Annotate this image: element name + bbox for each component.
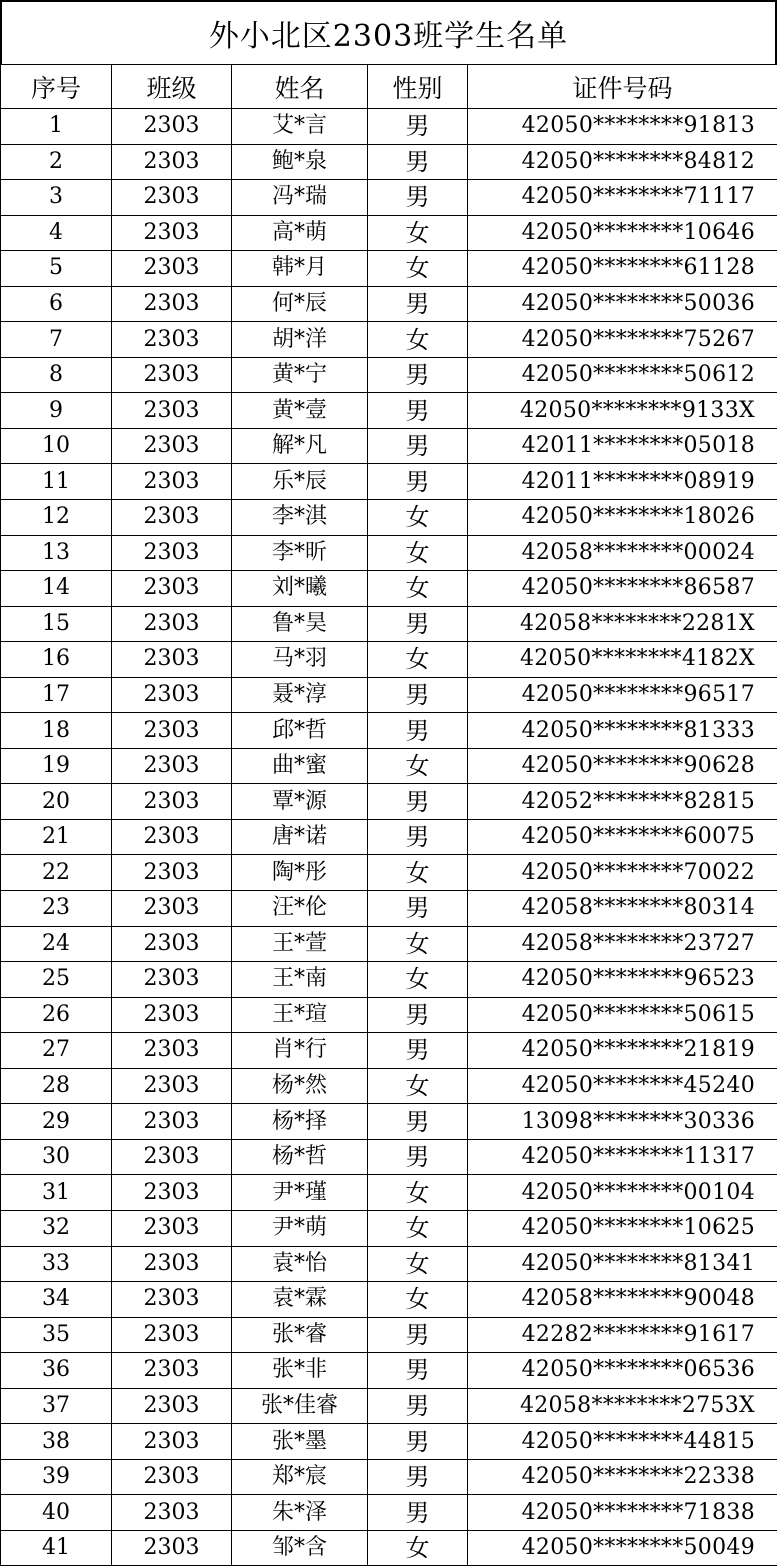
header-name: 姓名	[232, 65, 368, 109]
table-row	[1, 393, 777, 429]
table-row	[1, 642, 777, 678]
cell-gender: 男	[368, 109, 468, 145]
cell-index: 10	[1, 428, 112, 464]
cell-class: 2303	[112, 500, 232, 536]
cell-gender: 女	[368, 962, 468, 998]
cell-gender: 男	[368, 1424, 468, 1460]
cell-id-number: 42050********71117	[468, 180, 777, 216]
cell-name: 曲*蜜	[232, 748, 368, 784]
table-row	[1, 1424, 777, 1460]
cell-class: 2303	[112, 1104, 232, 1140]
cell-id-number: 42050********4182X	[468, 642, 777, 678]
table-row	[1, 1068, 777, 1104]
roster-body	[1, 109, 777, 1566]
table-row	[1, 1495, 777, 1531]
cell-index: 17	[1, 677, 112, 713]
table-row	[1, 1104, 777, 1140]
cell-name: 李*昕	[232, 535, 368, 571]
cell-id-number: 42050********45240	[468, 1068, 777, 1104]
cell-name: 王*萱	[232, 926, 368, 962]
cell-index: 31	[1, 1175, 112, 1211]
cell-index: 6	[1, 286, 112, 322]
cell-index: 40	[1, 1495, 112, 1531]
cell-class: 2303	[112, 1139, 232, 1175]
cell-index: 19	[1, 748, 112, 784]
cell-gender: 女	[368, 535, 468, 571]
cell-id-number: 42058********00024	[468, 535, 777, 571]
cell-id-number: 42052********82815	[468, 784, 777, 820]
cell-class: 2303	[112, 1424, 232, 1460]
cell-index: 25	[1, 962, 112, 998]
cell-class: 2303	[112, 1210, 232, 1246]
cell-id-number: 42050********86587	[468, 571, 777, 607]
table-row	[1, 322, 777, 358]
cell-name: 肖*行	[232, 1033, 368, 1069]
cell-class: 2303	[112, 286, 232, 322]
cell-name: 解*凡	[232, 428, 368, 464]
cell-index: 41	[1, 1530, 112, 1566]
cell-name: 王*南	[232, 962, 368, 998]
cell-class: 2303	[112, 428, 232, 464]
page-title: 外小北区2303班学生名单	[0, 0, 777, 64]
cell-gender: 女	[368, 1068, 468, 1104]
cell-class: 2303	[112, 997, 232, 1033]
cell-gender: 男	[368, 677, 468, 713]
cell-name: 冯*瑞	[232, 180, 368, 216]
cell-gender: 女	[368, 1282, 468, 1318]
cell-class: 2303	[112, 1246, 232, 1282]
cell-id-number: 42050********00104	[468, 1175, 777, 1211]
table-row	[1, 1530, 777, 1566]
cell-gender: 男	[368, 464, 468, 500]
cell-name: 邱*哲	[232, 713, 368, 749]
cell-index: 26	[1, 997, 112, 1033]
cell-gender: 男	[368, 1388, 468, 1424]
cell-class: 2303	[112, 677, 232, 713]
cell-gender: 男	[368, 784, 468, 820]
cell-class: 2303	[112, 1175, 232, 1211]
table-row	[1, 1282, 777, 1318]
cell-gender: 女	[368, 1246, 468, 1282]
cell-index: 16	[1, 642, 112, 678]
cell-gender: 女	[368, 500, 468, 536]
cell-class: 2303	[112, 144, 232, 180]
cell-name: 汪*伦	[232, 891, 368, 927]
cell-gender: 男	[368, 819, 468, 855]
table-row	[1, 748, 777, 784]
cell-gender: 女	[368, 642, 468, 678]
cell-gender: 男	[368, 997, 468, 1033]
cell-id-number: 42050********50049	[468, 1530, 777, 1566]
cell-index: 14	[1, 571, 112, 607]
cell-gender: 男	[368, 144, 468, 180]
cell-name: 何*辰	[232, 286, 368, 322]
cell-id-number: 42050********81333	[468, 713, 777, 749]
cell-class: 2303	[112, 1353, 232, 1389]
cell-class: 2303	[112, 748, 232, 784]
cell-id-number: 42050********71838	[468, 1495, 777, 1531]
cell-gender: 男	[368, 393, 468, 429]
cell-class: 2303	[112, 357, 232, 393]
cell-index: 36	[1, 1353, 112, 1389]
cell-id-number: 42011********05018	[468, 428, 777, 464]
cell-index: 38	[1, 1424, 112, 1460]
table-row	[1, 784, 777, 820]
cell-class: 2303	[112, 251, 232, 287]
cell-class: 2303	[112, 891, 232, 927]
cell-name: 鲁*昊	[232, 606, 368, 642]
cell-class: 2303	[112, 1530, 232, 1566]
table-row	[1, 251, 777, 287]
cell-id-number: 42050********75267	[468, 322, 777, 358]
cell-name: 李*淇	[232, 500, 368, 536]
cell-name: 艾*言	[232, 109, 368, 145]
cell-index: 39	[1, 1459, 112, 1495]
cell-class: 2303	[112, 926, 232, 962]
table-header-row	[1, 65, 777, 109]
cell-gender: 女	[368, 251, 468, 287]
table-row	[1, 144, 777, 180]
cell-index: 35	[1, 1317, 112, 1353]
header-id-number: 证件号码	[468, 65, 777, 109]
cell-gender: 男	[368, 891, 468, 927]
cell-gender: 男	[368, 713, 468, 749]
cell-id-number: 42050********91813	[468, 109, 777, 145]
table-row	[1, 535, 777, 571]
cell-gender: 女	[368, 571, 468, 607]
cell-gender: 男	[368, 428, 468, 464]
cell-id-number: 42050********11317	[468, 1139, 777, 1175]
table-row	[1, 286, 777, 322]
cell-id-number: 42058********23727	[468, 926, 777, 962]
cell-class: 2303	[112, 393, 232, 429]
cell-id-number: 13098********30336	[468, 1104, 777, 1140]
cell-class: 2303	[112, 464, 232, 500]
cell-index: 2	[1, 144, 112, 180]
cell-id-number: 42011********08919	[468, 464, 777, 500]
cell-name: 张*非	[232, 1353, 368, 1389]
cell-gender: 男	[368, 1104, 468, 1140]
header-index: 序号	[1, 65, 112, 109]
cell-class: 2303	[112, 571, 232, 607]
table-row	[1, 606, 777, 642]
cell-id-number: 42058********90048	[468, 1282, 777, 1318]
cell-class: 2303	[112, 819, 232, 855]
cell-class: 2303	[112, 322, 232, 358]
header-gender: 性别	[368, 65, 468, 109]
cell-class: 2303	[112, 606, 232, 642]
cell-name: 杨*哲	[232, 1139, 368, 1175]
cell-gender: 女	[368, 855, 468, 891]
cell-id-number: 42050********06536	[468, 1353, 777, 1389]
cell-index: 34	[1, 1282, 112, 1318]
table-row	[1, 1353, 777, 1389]
cell-name: 马*羽	[232, 642, 368, 678]
cell-index: 32	[1, 1210, 112, 1246]
cell-class: 2303	[112, 962, 232, 998]
cell-id-number: 42050********50036	[468, 286, 777, 322]
table-row	[1, 713, 777, 749]
cell-gender: 女	[368, 1175, 468, 1211]
cell-id-number: 42050********96523	[468, 962, 777, 998]
cell-id-number: 42058********2281X	[468, 606, 777, 642]
cell-index: 1	[1, 109, 112, 145]
cell-index: 28	[1, 1068, 112, 1104]
cell-id-number: 42050********10625	[468, 1210, 777, 1246]
cell-id-number: 42058********80314	[468, 891, 777, 927]
table-row	[1, 428, 777, 464]
cell-index: 12	[1, 500, 112, 536]
cell-name: 张*佳睿	[232, 1388, 368, 1424]
cell-id-number: 42282********91617	[468, 1317, 777, 1353]
cell-gender: 女	[368, 748, 468, 784]
cell-id-number: 42050********44815	[468, 1424, 777, 1460]
cell-class: 2303	[112, 535, 232, 571]
cell-name: 郑*宸	[232, 1459, 368, 1495]
table-row	[1, 926, 777, 962]
cell-name: 黄*壹	[232, 393, 368, 429]
cell-index: 9	[1, 393, 112, 429]
cell-name: 陶*彤	[232, 855, 368, 891]
table-row	[1, 997, 777, 1033]
table-row	[1, 962, 777, 998]
cell-index: 27	[1, 1033, 112, 1069]
cell-name: 袁*怡	[232, 1246, 368, 1282]
cell-name: 袁*霖	[232, 1282, 368, 1318]
cell-gender: 女	[368, 1530, 468, 1566]
table-row	[1, 500, 777, 536]
cell-gender: 男	[368, 286, 468, 322]
cell-name: 尹*萌	[232, 1210, 368, 1246]
cell-name: 尹*瑾	[232, 1175, 368, 1211]
cell-name: 覃*源	[232, 784, 368, 820]
cell-id-number: 42050********81341	[468, 1246, 777, 1282]
cell-name: 朱*泽	[232, 1495, 368, 1531]
cell-name: 韩*月	[232, 251, 368, 287]
cell-class: 2303	[112, 215, 232, 251]
cell-gender: 男	[368, 1459, 468, 1495]
cell-index: 29	[1, 1104, 112, 1140]
cell-index: 5	[1, 251, 112, 287]
cell-gender: 男	[368, 1495, 468, 1531]
table-row	[1, 180, 777, 216]
cell-id-number: 42050********61128	[468, 251, 777, 287]
cell-class: 2303	[112, 1317, 232, 1353]
table-row	[1, 1388, 777, 1424]
cell-index: 3	[1, 180, 112, 216]
cell-name: 黄*宁	[232, 357, 368, 393]
cell-name: 唐*诺	[232, 819, 368, 855]
cell-gender: 女	[368, 215, 468, 251]
cell-class: 2303	[112, 1495, 232, 1531]
cell-id-number: 42050********84812	[468, 144, 777, 180]
table-row	[1, 855, 777, 891]
cell-class: 2303	[112, 109, 232, 145]
cell-index: 15	[1, 606, 112, 642]
cell-gender: 女	[368, 1210, 468, 1246]
cell-id-number: 42050********50612	[468, 357, 777, 393]
cell-name: 胡*洋	[232, 322, 368, 358]
table-row	[1, 1033, 777, 1069]
cell-name: 邹*含	[232, 1530, 368, 1566]
cell-index: 30	[1, 1139, 112, 1175]
cell-class: 2303	[112, 1033, 232, 1069]
table-row	[1, 109, 777, 145]
cell-id-number: 42050********70022	[468, 855, 777, 891]
cell-class: 2303	[112, 784, 232, 820]
cell-name: 刘*曦	[232, 571, 368, 607]
cell-index: 11	[1, 464, 112, 500]
cell-gender: 男	[368, 606, 468, 642]
table-row	[1, 1317, 777, 1353]
cell-id-number: 42050********50615	[468, 997, 777, 1033]
cell-index: 4	[1, 215, 112, 251]
cell-class: 2303	[112, 180, 232, 216]
cell-index: 22	[1, 855, 112, 891]
cell-id-number: 42050********18026	[468, 500, 777, 536]
cell-class: 2303	[112, 1282, 232, 1318]
cell-name: 张*睿	[232, 1317, 368, 1353]
cell-index: 23	[1, 891, 112, 927]
cell-index: 18	[1, 713, 112, 749]
cell-id-number: 42050********96517	[468, 677, 777, 713]
cell-index: 8	[1, 357, 112, 393]
cell-gender: 女	[368, 322, 468, 358]
cell-name: 高*萌	[232, 215, 368, 251]
cell-id-number: 42050********10646	[468, 215, 777, 251]
cell-name: 鲍*泉	[232, 144, 368, 180]
table-row	[1, 464, 777, 500]
table-row	[1, 1139, 777, 1175]
cell-class: 2303	[112, 1068, 232, 1104]
table-row	[1, 1459, 777, 1495]
cell-name: 乐*辰	[232, 464, 368, 500]
cell-gender: 男	[368, 357, 468, 393]
cell-name: 张*墨	[232, 1424, 368, 1460]
cell-gender: 男	[368, 1139, 468, 1175]
table-row	[1, 1175, 777, 1211]
cell-gender: 男	[368, 180, 468, 216]
cell-index: 13	[1, 535, 112, 571]
cell-class: 2303	[112, 1388, 232, 1424]
cell-gender: 女	[368, 926, 468, 962]
table-row	[1, 1246, 777, 1282]
cell-class: 2303	[112, 713, 232, 749]
header-class: 班级	[112, 65, 232, 109]
table-row	[1, 891, 777, 927]
table-row	[1, 357, 777, 393]
table-row	[1, 677, 777, 713]
cell-name: 杨*择	[232, 1104, 368, 1140]
cell-gender: 男	[368, 1317, 468, 1353]
cell-index: 33	[1, 1246, 112, 1282]
cell-id-number: 42058********2753X	[468, 1388, 777, 1424]
table-row	[1, 1210, 777, 1246]
cell-index: 20	[1, 784, 112, 820]
cell-class: 2303	[112, 1459, 232, 1495]
cell-class: 2303	[112, 855, 232, 891]
cell-id-number: 42050********22338	[468, 1459, 777, 1495]
cell-id-number: 42050********9133X	[468, 393, 777, 429]
cell-gender: 男	[368, 1353, 468, 1389]
cell-id-number: 42050********90628	[468, 748, 777, 784]
cell-index: 24	[1, 926, 112, 962]
cell-name: 杨*然	[232, 1068, 368, 1104]
table-row	[1, 571, 777, 607]
table-row	[1, 215, 777, 251]
cell-gender: 男	[368, 1033, 468, 1069]
table-row	[1, 819, 777, 855]
cell-id-number: 42050********21819	[468, 1033, 777, 1069]
cell-index: 7	[1, 322, 112, 358]
cell-index: 37	[1, 1388, 112, 1424]
cell-id-number: 42050********60075	[468, 819, 777, 855]
cell-name: 王*瑄	[232, 997, 368, 1033]
cell-name: 聂*淳	[232, 677, 368, 713]
cell-index: 21	[1, 819, 112, 855]
roster-table	[0, 64, 777, 1566]
cell-class: 2303	[112, 642, 232, 678]
